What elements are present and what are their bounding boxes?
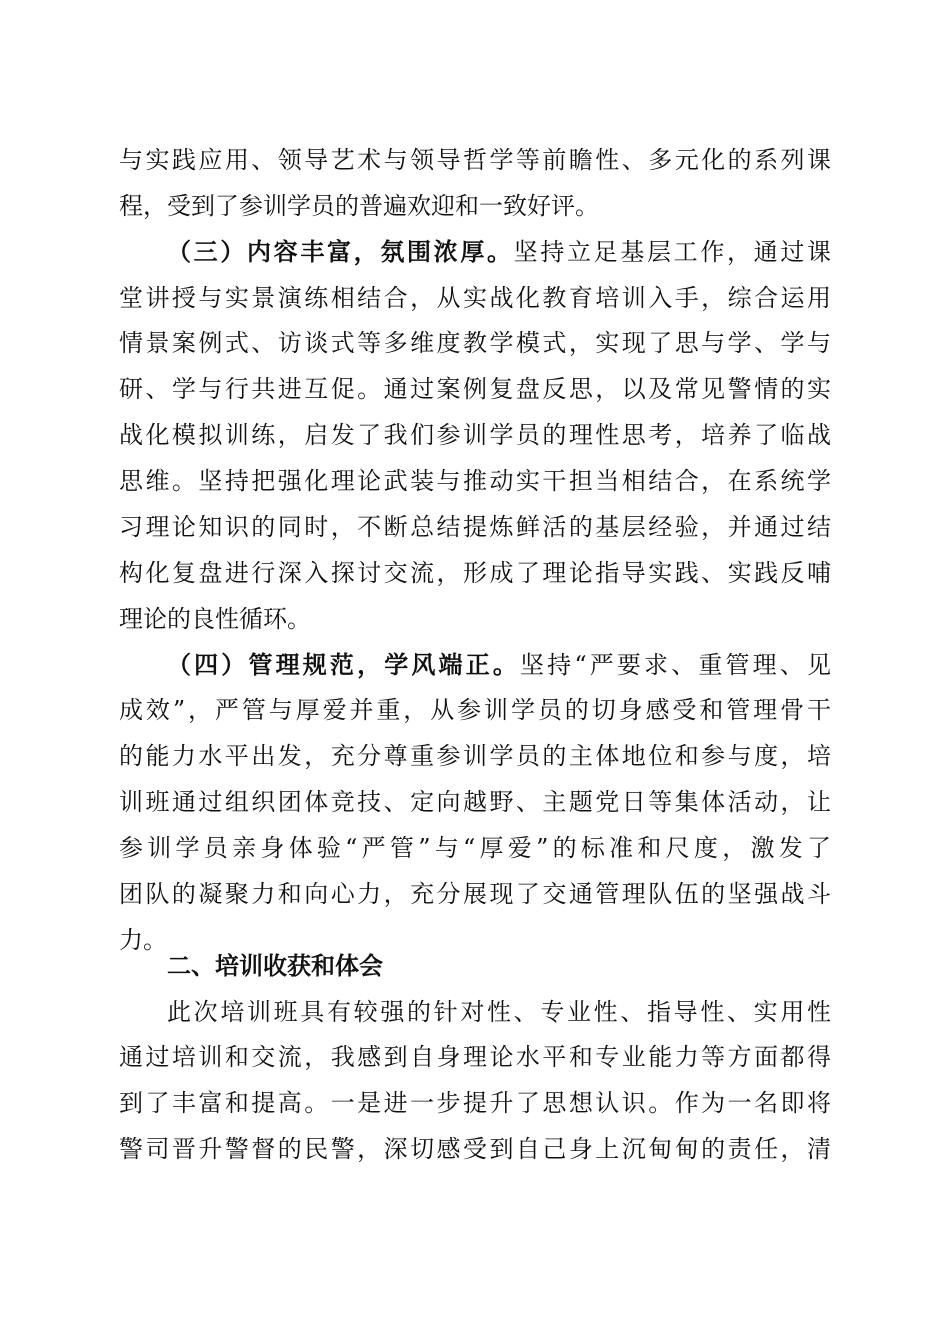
paragraph-line: 与实践应用、领导艺术与领导哲学等前瞻性、多元化的系列课 (119, 146, 831, 174)
paragraph-line: 情景案例式、访谈式等多维度教学模式，实现了思与学、学与 (119, 329, 831, 357)
paragraph-line: 思维。坚持把强化理论武装与推动实干担当相结合，在系统学 (119, 467, 831, 495)
paragraph-line: 警司晋升警督的民警，深切感受到自己身上沉甸甸的责任，清 (119, 1135, 831, 1163)
paragraph-line: 团队的凝聚力和向心力，充分展现了交通管理队伍的坚强战斗 (119, 880, 831, 908)
paragraph-line: 堂讲授与实景演练相结合，从实战化教育培训入手，综合运用 (119, 284, 831, 312)
paragraph-first-line (167, 645, 831, 685)
paragraph-first-line (167, 232, 831, 272)
paragraph-line: 成效”，严管与厚爱并重，从参训学员的切身感受和管理骨干 (119, 696, 831, 724)
paragraph-line: 通过培训和交流，我感到自身理论水平和专业能力等方面都得 (119, 1043, 831, 1071)
paragraph-line: 战化模拟训练，启发了我们参训学员的理性思考，培养了临战 (119, 421, 831, 449)
paragraph-first-line: 此次培训班具有较强的针对性、专业性、指导性、实用性 (167, 998, 831, 1026)
subheading-four: （四）管理规范，学风端正。 (167, 650, 521, 679)
paragraph-line: 的能力水平出发，充分尊重参训学员的主体地位和参与度，培 (119, 742, 831, 770)
paragraph-line: 程，受到了参训学员的普遍欢迎和一致好评。 (119, 192, 599, 220)
paragraph-text: 坚持立足基层工作，通过课 (513, 238, 831, 266)
paragraph-line: 到了丰富和提高。一是进一步提升了思想认识。作为一名即将 (119, 1089, 831, 1117)
subheading-three: （三）内容丰富，氛围浓厚。 (167, 237, 514, 266)
section-heading: 二、培训收获和体会 (167, 952, 383, 980)
paragraph-line: 习理论知识的同时，不断总结提炼鲜活的基层经验，并通过结 (119, 513, 831, 541)
paragraph-line: 训班通过组织团体竞技、定向越野、主题党日等集体活动，让 (119, 788, 831, 816)
paragraph-text: 坚持“严要求、重管理、见 (520, 651, 831, 679)
paragraph-line: 力。 (119, 926, 167, 954)
paragraph-line: 研、学与行共进互促。通过案例复盘反思，以及常见警情的实 (119, 375, 831, 403)
paragraph-line: 理论的良性循环。 (119, 605, 311, 633)
paragraph-line: 参训学员亲身体验“严管”与“厚爱”的标准和尺度，激发了 (119, 834, 831, 862)
paragraph-line: 构化复盘进行深入探讨交流，形成了理论指导实践、实践反哺 (119, 559, 831, 587)
